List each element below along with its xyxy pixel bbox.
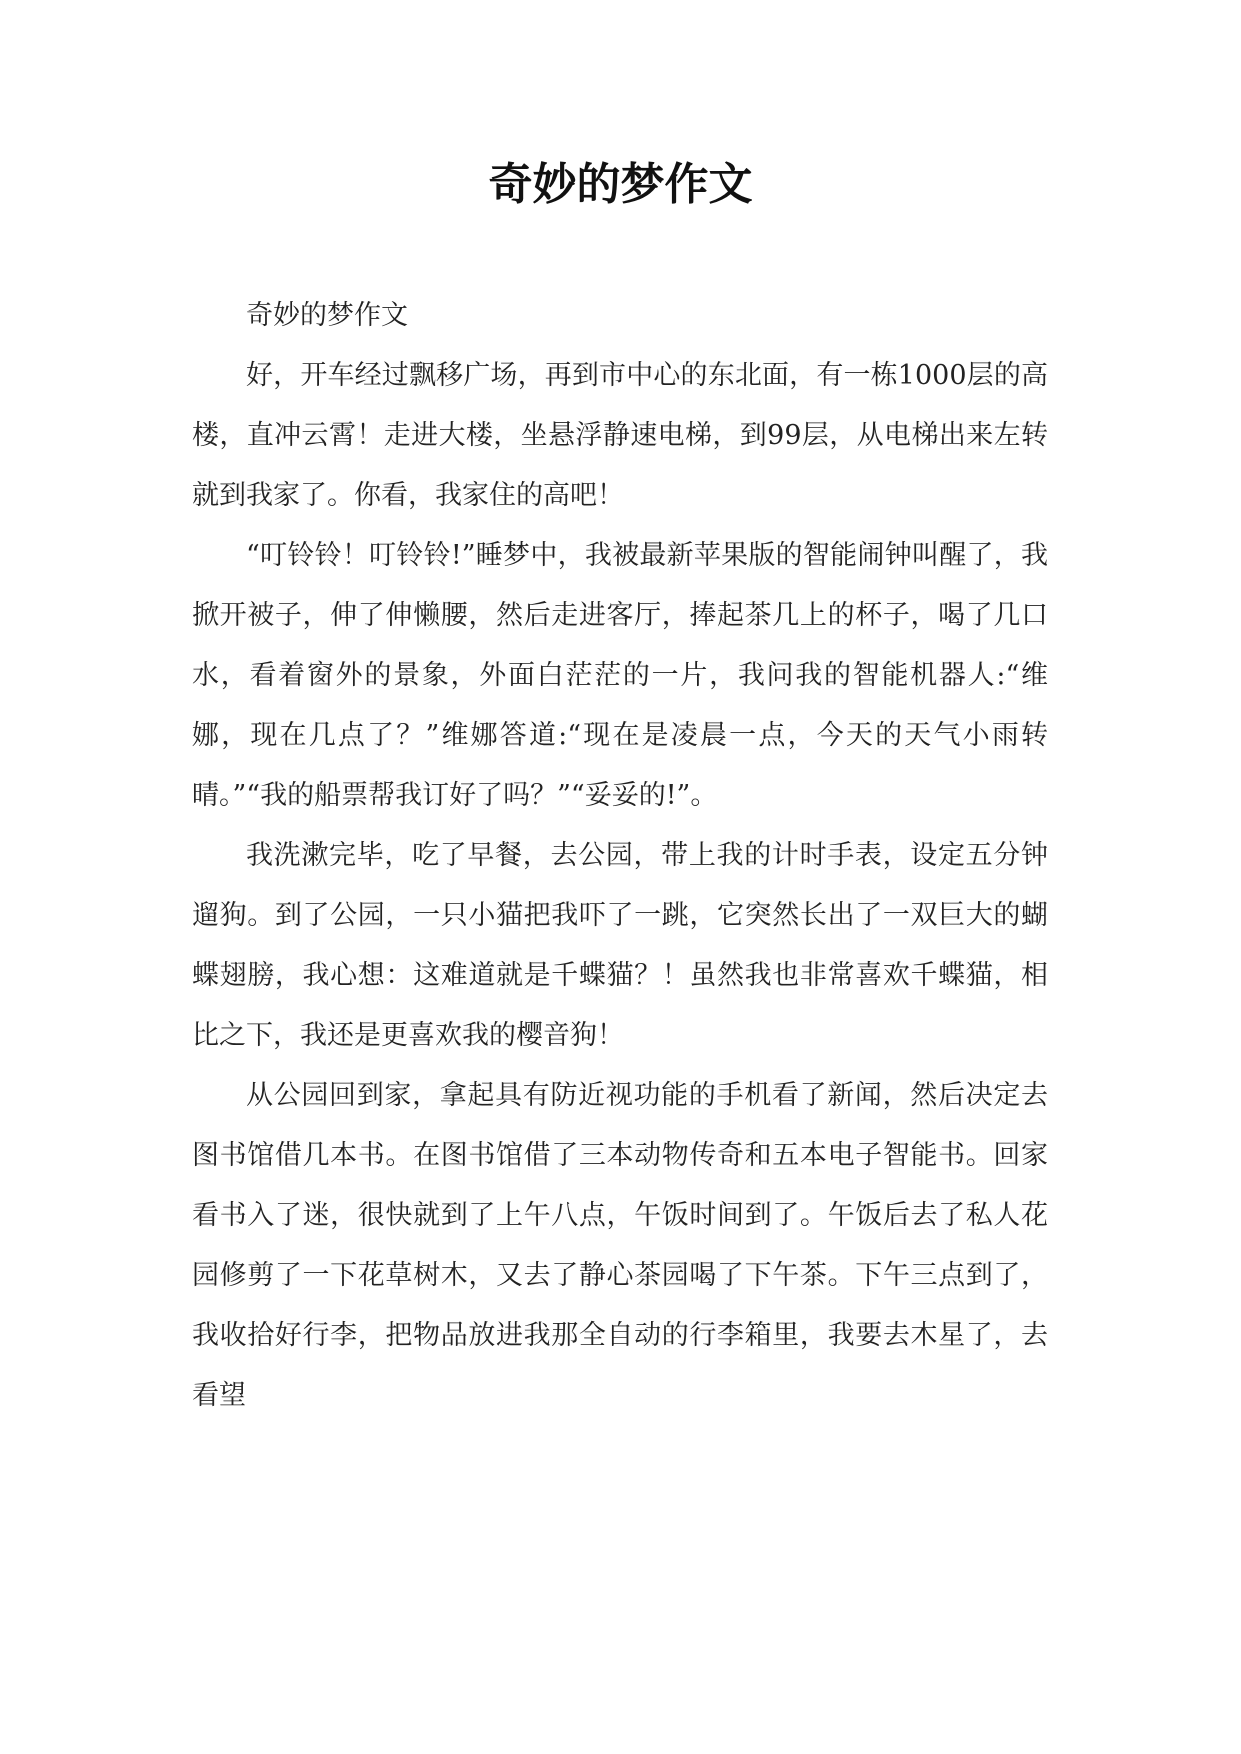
document-title: 奇妙的梦作文 [488, 159, 753, 210]
paragraph: 好，开车经过飘移广场，再到市中心的东北面，有一栋1000层的高楼，直冲云霄！走进大楼，坐悬浮静速电梯，到99层，从电梯出来左转就到我家了。你看，我家住的高吧！ [192, 360, 1048, 511]
paragraph: 从公园回到家，拿起具有防近视功能的手机看了新闻，然后决定去图书馆借几本书。在图书馆借了三本动物传奇和五本电子智能书。回家看书入了迷，很快就到了上午八点，午饭时间到了。午饭后去了私人花园修剪了一下花草树木，又去了静心茶园喝了下午茶。下午三点到了，我收拾好行李，把物品放进我那全自动的行李箱里，我要去木星了，去看望 [192, 1080, 1048, 1411]
paragraph: 我洗漱完毕，吃了早餐，去公园，带上我的计时手表，设定五分钟遛狗。到了公园，一只小猫把我吓了一跳，它突然长出了一双巨大的蝴蝶翅膀，我心想：这难道就是千蝶猫？！虽然我也非常喜欢千蝶猫，相比之下，我还是更喜欢我的樱音狗！ [192, 840, 1048, 1051]
paragraph: “叮铃铃！叮铃铃!”睡梦中，我被最新苹果版的智能闹钟叫醒了，我掀开被子，伸了伸懒腰，然后走进客厅，捧起茶几上的杯子，喝了几口水，看着窗外的景象，外面白茫茫的一片，我问我的智能机器人:“维娜，现在几点了？”维娜答道:“现在是凌晨一点，今天的天气小雨转晴。”“我的船票帮我订好了吗？”“妥妥的!”。 [192, 540, 1048, 811]
paragraph: 奇妙的梦作文 [246, 300, 408, 331]
document-body [192, 286, 1048, 1426]
